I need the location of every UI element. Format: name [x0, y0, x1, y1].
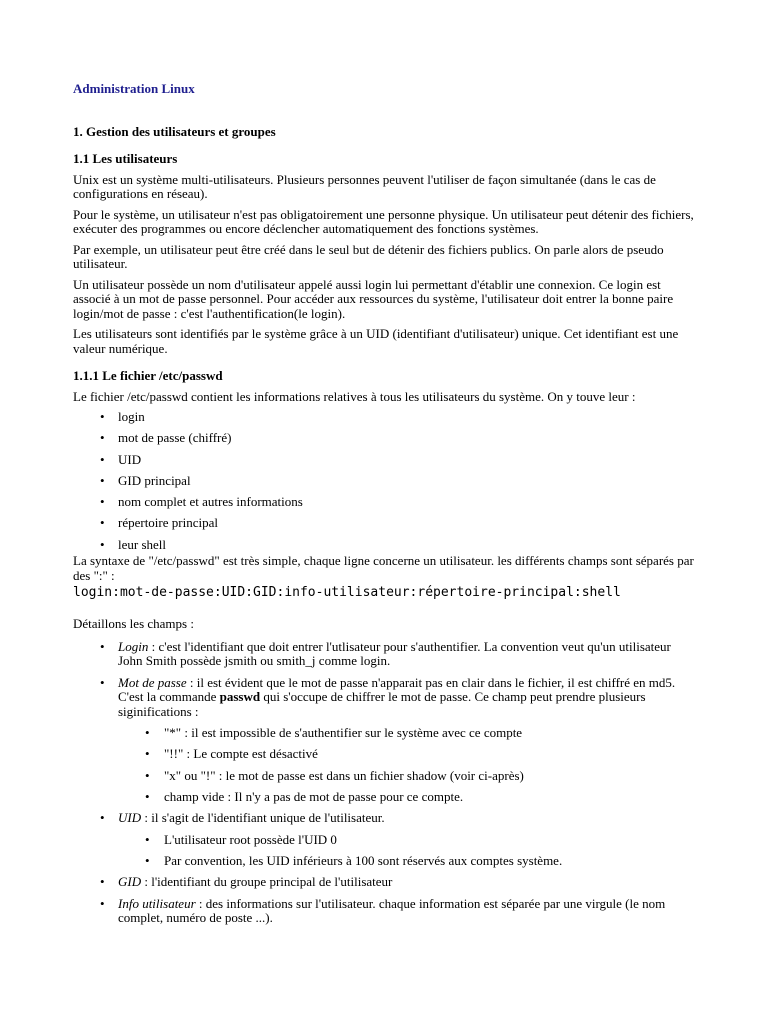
list-item-login [73, 640, 698, 669]
term: Info utilisateur [118, 895, 196, 911]
list-item-info [73, 897, 698, 926]
command: passwd [219, 689, 261, 705]
list-item: • champ vide : Il n'y a pas de mot de passe pour ce compte. [118, 790, 698, 805]
paragraph: Un utilisateur possède un nom d'utilisateur appelé aussi login lui permettant d'établir une connexion. Ce login est associé à un mot de passe personnel. Pour accéder aux ressources du système, l'utilisateur doit entrer la bonne paire login/mot de passe : c'est l'authentification(le login). [73, 276, 674, 321]
definition: : des informations sur l'utilisateur. chaque information est séparée par une virgule (le nom complet, numéro de poste ...). [118, 895, 666, 926]
list-item: • "x" ou "!" : le mot de passe est dans un fichier shadow (voir ci-après) [118, 769, 698, 784]
list-item: • leur shell [73, 538, 698, 553]
list-item: • "*" : il est impossible de s'authentifier sur le système avec ce compte [118, 726, 698, 741]
list-item: • UID [73, 453, 698, 468]
definition: : c'est l'identifiant que doit entrer l'utlisateur pour s'authentifier. La convention veut qu'un utilisateur John Smith possède jsmith ou smith_j comme login. [118, 638, 671, 669]
list-item: • login [73, 410, 698, 425]
list-item: • GID principal [73, 474, 698, 489]
heading-section-1-1: 1.1 Les utilisateurs [73, 151, 178, 166]
list-item: • nom complet et autres informations [73, 495, 698, 510]
term: Mot de passe [118, 674, 187, 690]
definition: : l'identifiant du groupe principal de l'utilisateur [141, 874, 393, 890]
paragraph: Les utilisateurs sont identifiés par le système grâce à un UID (identifiant d'utilisateur) unique. Cet identifiant est une valeur numérique. [73, 326, 679, 356]
term: UID [118, 810, 142, 826]
list-item: • L'utilisateur root possède l'UID 0 [118, 833, 698, 848]
heading-section-1-1-1: 1.1.1 Le fichier /etc/passwd [73, 368, 223, 383]
passwd-syntax-code: login:mot-de-passe:UID:GID:info-utilisateur:répertoire-principal:shell [73, 585, 621, 601]
list-item-gid [73, 875, 698, 890]
paragraph: Le fichier /etc/passwd contient les informations relatives à tous les utilisateurs du système. On y touve leur : [73, 388, 636, 404]
term: Login [118, 638, 149, 654]
password-values-list [118, 726, 698, 804]
definition: qui s'occupe de chiffrer le mot de passe. Ce champ peut prendre plusieurs siginifications : [118, 689, 646, 719]
list-item: • Par convention, les UID inférieurs à 100 sont réservés aux comptes système. [118, 854, 698, 869]
document-body [73, 82, 698, 932]
term: GID [118, 874, 142, 890]
passwd-fields-list [73, 410, 698, 552]
paragraph: La syntaxe de "/etc/passwd" est très simple, chaque ligne concerne un utilisateur. les différents champs sont séparés par des ":" : [73, 553, 694, 583]
heading-section-1: 1. Gestion des utilisateurs et groupes [73, 123, 276, 139]
paragraph: Pour le système, un utilisateur n'est pas obligatoirement une personne physique. Un utilisateur peut détenir des fichiers, exécuter des programmes ou encore déclencher automatiquement des fonctions systèmes. [73, 206, 694, 236]
list-item: • "!!" : Le compte est désactivé [118, 747, 698, 762]
field-details-list [73, 640, 698, 926]
document-title: Administration Linux [73, 81, 195, 96]
list-item-password [73, 676, 698, 805]
list-item-uid [73, 811, 698, 868]
list-item: • mot de passe (chiffré) [73, 431, 698, 446]
paragraph: Par exemple, un utilisateur peut être créé dans le seul but de détenir des fichiers publics. On parle alors de pseudo utilisateur. [73, 241, 664, 271]
definition: : il est évident que le mot de passe n'apparait pas en clair dans le fichier, il est chiffré en md5. C'est la commande [118, 674, 676, 705]
uid-values-list [118, 833, 698, 869]
definition: : il s'agit de l'identifiant unique de l'utilisateur. [141, 810, 385, 826]
list-item: • répertoire principal [73, 516, 698, 531]
paragraph: Unix est un système multi-utilisateurs. Plusieurs personnes peuvent l'utiliser de façon simultanée (dans le cas de configurations en réseau). [73, 171, 656, 201]
paragraph: Détaillons les champs : [73, 616, 194, 632]
